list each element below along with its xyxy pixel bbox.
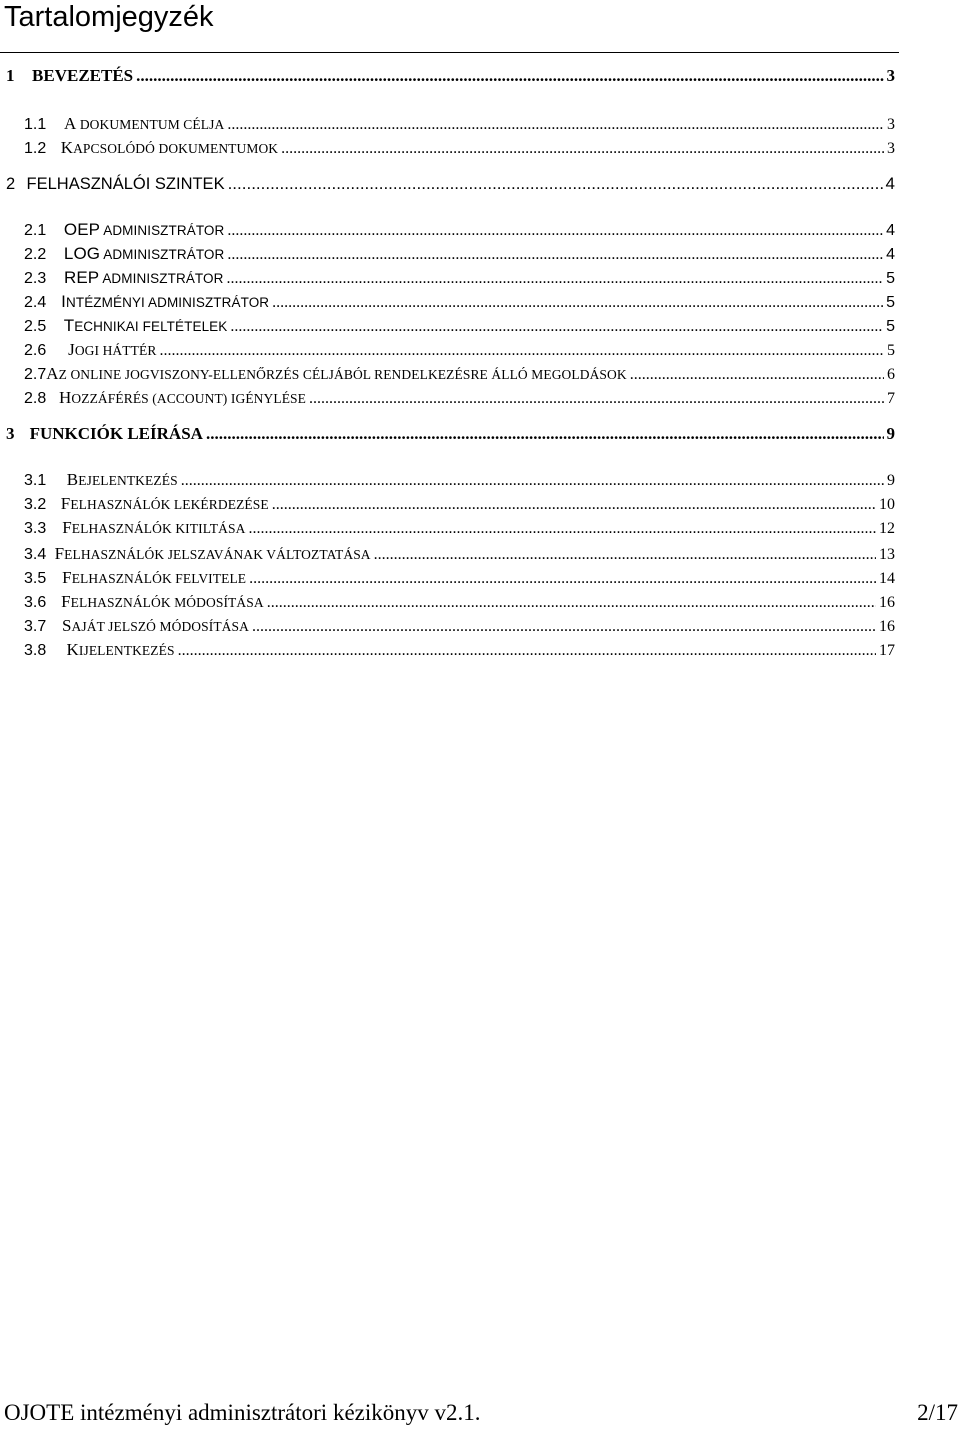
toc-entry-title <box>64 316 228 336</box>
toc-entry-page-number: 5 <box>886 270 895 287</box>
toc-entry-title-rest: ELHASZNÁLÓK LEKÉRDEZÉSE <box>70 497 269 512</box>
toc-entry-title-rest: EJELENTKEZÉS <box>78 473 178 488</box>
toc-entry-title <box>46 364 627 384</box>
toc-dot-leader <box>181 472 884 490</box>
toc-entry-title-rest: ELHASZNÁLÓK FELVITELE <box>71 571 247 586</box>
toc-entry-number: 3.2 <box>24 496 47 513</box>
toc-dot-leader <box>309 390 884 408</box>
toc-entry-page-number: 3 <box>887 116 895 133</box>
toc-section-entry[interactable] <box>0 364 895 388</box>
footer-page-number: 2/17 <box>917 1400 958 1425</box>
toc-entry-page-number: 5 <box>887 342 895 359</box>
toc-entry-number: 2.5 <box>24 318 47 335</box>
toc-entry-title-rest: APCSOLÓDÓ DOKUMENTUMOK <box>73 141 279 156</box>
toc-entry-title <box>64 268 224 288</box>
toc-section-entry[interactable] <box>0 138 895 162</box>
toc-dot-leader <box>230 318 883 336</box>
toc-entry-title-rest: ADMINISZTRÁTOR <box>100 247 225 262</box>
toc-dot-leader <box>228 174 883 194</box>
toc-entry-title <box>64 114 224 134</box>
toc-section-entry[interactable] <box>0 244 895 268</box>
toc-entry-page-number: 5 <box>886 294 895 311</box>
toc-entry-title <box>61 592 264 612</box>
page-footer <box>4 1400 960 1430</box>
toc-entry-title-initial: H <box>58 388 72 407</box>
toc-entry-page-number: 5 <box>886 318 895 335</box>
toc-section-entry[interactable] <box>0 340 895 364</box>
toc-section-entry[interactable] <box>0 316 895 340</box>
toc-entry-title-initial: J <box>68 340 75 359</box>
toc-entry-number: 3.1 <box>24 472 47 489</box>
toc-dot-leader <box>227 116 884 134</box>
toc-entry-number: 2.8 <box>24 390 47 407</box>
toc-entry-title: FUNKCIÓK LEÍRÁSA <box>29 424 203 443</box>
toc-entry-title <box>67 470 178 490</box>
toc-entry-title-initial: REP <box>63 268 100 287</box>
toc-section-entry[interactable] <box>0 292 895 316</box>
toc-entry-page-number: 4 <box>886 246 895 263</box>
toc-entry-number: 3.5 <box>24 570 47 587</box>
toc-entry-page-number: 16 <box>879 594 895 611</box>
toc-dot-leader <box>248 520 876 538</box>
toc-entry-title <box>61 138 278 158</box>
toc-entry-title-initial: S <box>61 616 72 635</box>
toc-entry-title <box>67 640 175 660</box>
toc-entry-page-number: 14 <box>879 570 895 587</box>
toc-entry-title-rest: AJÁT JELSZÓ MÓDOSÍTÁSA <box>71 619 249 634</box>
toc-entry-number: 3.4 <box>24 546 47 563</box>
toc-entry-title-initial: LOG <box>63 244 101 263</box>
toc-section-entry[interactable] <box>0 114 895 138</box>
toc-entry-title <box>64 220 224 240</box>
page-title: Tartalomjegyzék <box>4 1 214 33</box>
toc-entry-title <box>62 518 245 538</box>
toc-entry-title-initial: F <box>54 544 65 563</box>
toc-entry-title-initial: B <box>66 470 79 489</box>
toc-entry-page-number: 16 <box>879 618 895 635</box>
toc-dot-leader <box>227 246 883 264</box>
toc-entry-title <box>61 494 269 514</box>
toc-entry-title <box>62 568 246 588</box>
toc-entry-page-number: 4 <box>885 174 895 193</box>
toc-section-entry[interactable] <box>0 220 895 244</box>
toc-entry-page-number: 3 <box>886 66 895 85</box>
toc-section-entry[interactable] <box>0 568 895 592</box>
toc-dot-leader <box>281 140 884 158</box>
toc-entry-title-initial: F <box>60 494 71 513</box>
title-divider <box>0 52 899 53</box>
toc-entry-number: 3 <box>6 424 15 443</box>
toc-section-entry[interactable] <box>0 592 895 616</box>
toc-section-entry[interactable] <box>0 640 895 664</box>
toc-chapter-entry[interactable] <box>0 66 895 90</box>
toc-entry-number: 3.7 <box>24 618 47 635</box>
toc-dot-leader <box>267 594 876 612</box>
toc-chapter-entry[interactable] <box>0 424 895 448</box>
toc-entry-title-initial: K <box>60 138 74 157</box>
toc-entry-number: 2.6 <box>24 342 47 359</box>
toc-entry-title-rest: IJELENTKEZÉS <box>78 643 175 658</box>
toc-entry-title-initial: OEP <box>63 220 101 239</box>
toc-chapter-entry[interactable] <box>0 174 895 198</box>
toc-dot-leader <box>272 294 883 312</box>
toc-entry-title <box>62 616 249 636</box>
toc-entry-title-rest: ADMINISZTRÁTOR <box>100 223 225 238</box>
toc-entry-title-rest: ELHASZNÁLÓK MÓDOSÍTÁSA <box>70 595 264 610</box>
toc-section-entry[interactable] <box>0 544 895 568</box>
toc-entry-number: 1.2 <box>24 140 47 157</box>
toc-entry-title-initial: F <box>62 518 72 537</box>
toc-entry-title-rest: OGI HÁTTÉR <box>74 343 157 358</box>
toc-dot-leader <box>206 424 884 444</box>
toc-section-entry[interactable] <box>0 494 895 518</box>
toc-entry-number: 3.8 <box>24 642 47 659</box>
toc-entry-title-initial: I <box>61 292 66 311</box>
toc-entry-title-initial: A <box>46 364 59 383</box>
toc-entry-number: 2.2 <box>24 246 47 263</box>
toc-entry-number: 2.3 <box>24 270 47 287</box>
toc-dot-leader <box>227 222 883 240</box>
toc-entry-title-rest: Z ONLINE JOGVISZONY-ELLENŐRZÉS CÉLJÁBÓL RENDELKEZÉSRE ÁLLÓ MEGOLDÁSOK <box>58 367 627 382</box>
toc-dot-leader <box>136 66 883 86</box>
toc-section-entry[interactable] <box>0 616 895 640</box>
toc-entry-title-initial: F <box>61 592 71 611</box>
toc-entry-title: BEVEZETÉS <box>32 66 134 85</box>
toc-dot-leader <box>249 570 876 588</box>
toc-section-entry[interactable] <box>0 388 895 412</box>
toc-entry-title-rest: ELHASZNÁLÓK KITILTÁSA <box>71 521 246 536</box>
toc-entry-title-initial: A <box>63 114 77 133</box>
toc-entry-page-number: 10 <box>879 496 895 513</box>
toc-entry-title <box>64 244 224 264</box>
toc-entry-page-number: 4 <box>886 222 895 239</box>
toc-entry-page-number: 7 <box>887 390 895 407</box>
toc-dot-leader <box>272 496 876 514</box>
toc-entry-title <box>61 292 269 312</box>
toc-dot-leader <box>178 642 876 660</box>
toc-entry-page-number: 9 <box>887 472 895 489</box>
toc-entry-page-number: 3 <box>887 140 895 157</box>
toc-entry-title <box>55 544 371 564</box>
toc-entry-number: 2 <box>6 175 16 193</box>
toc-entry-page-number: 9 <box>886 424 895 443</box>
toc-entry-number: 2.4 <box>24 294 47 311</box>
toc-entry-page-number: 6 <box>887 366 895 383</box>
toc-entry-title-rest: OZZÁFÉRÉS (ACCOUNT) IGÉNYLÉSE <box>71 391 307 406</box>
toc-entry-title-initial: K <box>66 640 79 659</box>
toc-entry-title-initial: F <box>62 568 72 587</box>
toc-entry-title-initial: T <box>63 316 75 335</box>
toc-section-entry[interactable] <box>0 518 895 542</box>
toc-section-entry[interactable] <box>0 268 895 292</box>
toc-dot-leader <box>630 366 884 384</box>
toc-entry-title <box>59 388 306 408</box>
toc-entry-page-number: 17 <box>879 642 895 659</box>
toc-dot-leader <box>252 618 876 636</box>
toc-entry-page-number: 13 <box>879 546 895 563</box>
toc-entry-number: 2.7 <box>24 366 47 383</box>
toc-entry-title-rest: ECHNIKAI FELTÉTELEK <box>74 319 228 334</box>
toc-dot-leader <box>159 342 884 360</box>
toc-section-entry[interactable] <box>0 470 895 494</box>
footer-document-title: OJOTE intézményi adminisztrátori kézikönyv v2.1. <box>4 1400 481 1425</box>
toc-entry-number: 3.6 <box>24 594 47 611</box>
toc-entry-number: 3.3 <box>24 520 47 537</box>
toc-entry-title <box>68 340 156 360</box>
toc-entry-title-rest: NTÉZMÉNYI ADMINISZTRÁTOR <box>66 295 270 310</box>
toc-dot-leader <box>226 270 883 288</box>
toc-entry-title: FELHASZNÁLÓI SZINTEK <box>26 175 225 193</box>
toc-entry-title-rest: ADMINISZTRÁTOR <box>99 271 224 286</box>
toc-entry-number: 2.1 <box>24 222 47 239</box>
toc-entry-number: 1.1 <box>24 116 47 133</box>
toc-entry-title-rest: ELHASZNÁLÓK JELSZAVÁNAK VÁLTOZTATÁSA <box>64 547 371 562</box>
toc-entry-title-rest: DOKUMENTUM CÉLJA <box>76 117 225 132</box>
toc-entry-page-number: 12 <box>879 520 895 537</box>
toc-dot-leader <box>374 546 876 564</box>
toc-entry-number: 1 <box>6 66 15 85</box>
